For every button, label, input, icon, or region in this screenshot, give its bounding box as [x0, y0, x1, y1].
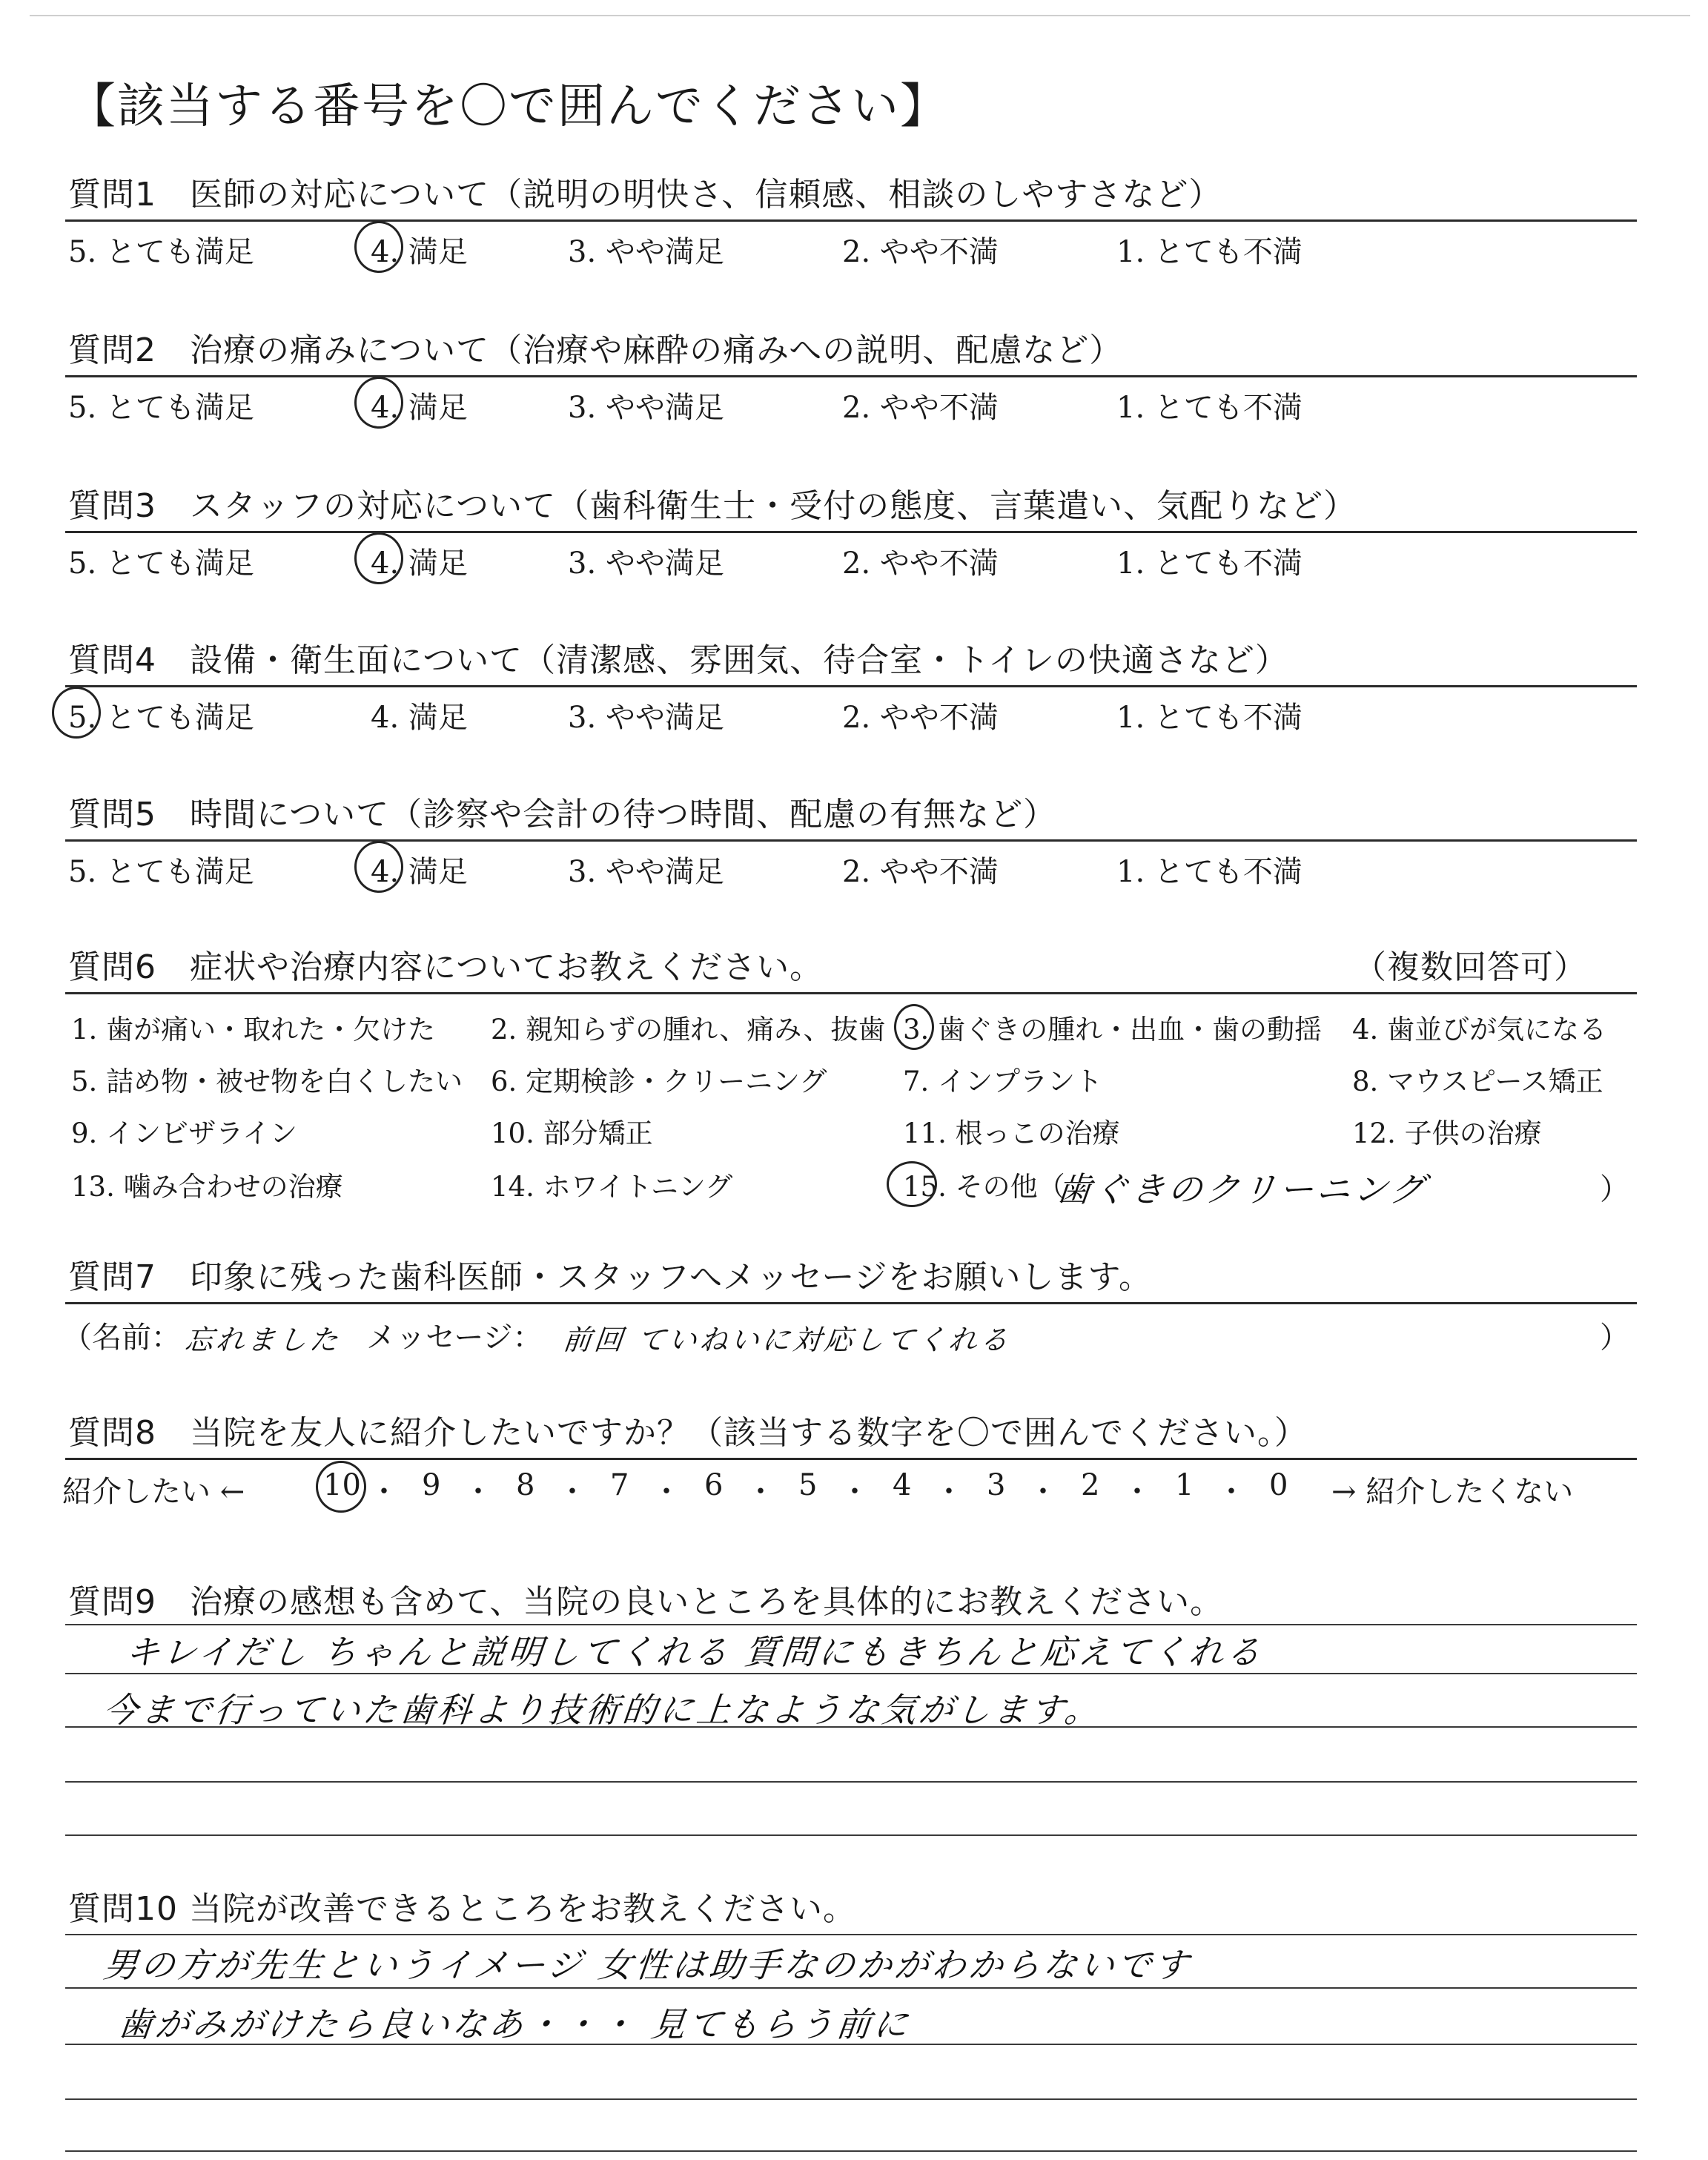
q9-line-4: [65, 1781, 1637, 1783]
q8-scale-8[interactable]: 8: [516, 1468, 535, 1502]
q4-title: 質問4 設備・衛生面について（清潔感、雰囲気、待合室・トイレの快適さなど）: [68, 641, 1288, 679]
q8-scale-separator: ・: [1028, 1475, 1058, 1509]
q3-option-5[interactable]: 5. とても満足: [68, 546, 254, 581]
q4-option-1[interactable]: 1. とても不満: [1116, 701, 1302, 735]
q4-option-3[interactable]: 3. やや満足: [568, 701, 724, 735]
q8-scale-6[interactable]: 6: [704, 1468, 724, 1502]
q5-option-4[interactable]: 4. 満足: [371, 855, 468, 889]
q2-option-5[interactable]: 5. とても満足: [68, 391, 254, 425]
q6-other-handwritten: 歯ぐきのクリーニング: [1054, 1169, 1429, 1209]
q8-scale-separator: ・: [934, 1475, 964, 1509]
q6-option-12[interactable]: 12. 子供の治療: [1352, 1117, 1542, 1149]
q3-selected-circle: [354, 532, 403, 584]
q8-scale-separator: ・: [557, 1475, 587, 1509]
q9-answer-line-2: 今まで行っていた歯科より技術的に上なような気がします。: [101, 1690, 1104, 1730]
q2-option-4[interactable]: 4. 満足: [371, 391, 468, 425]
q3-option-4[interactable]: 4. 満足: [371, 546, 468, 581]
q2-option-1[interactable]: 1. とても不満: [1116, 391, 1302, 425]
q4-selected-circle: [52, 687, 101, 739]
q1-option-5[interactable]: 5. とても満足: [68, 235, 254, 269]
q7-close: ）: [1600, 1321, 1629, 1355]
q2-rule: [65, 375, 1637, 377]
q8-scale-separator: ・: [463, 1475, 493, 1509]
q10-line-1: [65, 1934, 1637, 1935]
q8-scale-separator: ・: [1217, 1475, 1246, 1509]
q7-message-label: メッセージ：: [366, 1321, 543, 1355]
q8-scale-3[interactable]: 3: [987, 1468, 1006, 1502]
survey-instruction-header: 【該当する番号を〇で囲んでください】: [68, 79, 949, 134]
q8-scale-1[interactable]: 1: [1175, 1468, 1194, 1502]
q8-scale-9[interactable]: 9: [422, 1468, 441, 1502]
q8-scale-separator: ・: [746, 1475, 775, 1509]
q8-scale-5[interactable]: 5: [798, 1468, 818, 1502]
q6-other-close: ）: [1600, 1172, 1629, 1206]
q1-option-3[interactable]: 3. やや満足: [568, 235, 724, 269]
q6-option-11[interactable]: 11. 根っこの治療: [903, 1117, 1120, 1149]
q6-option-13[interactable]: 13. 噛み合わせの治療: [71, 1171, 343, 1203]
q6-option-15[interactable]: 15. その他（: [903, 1171, 1065, 1203]
q6-option-1[interactable]: 1. 歯が痛い・取れた・欠けた: [71, 1014, 436, 1046]
q5-option-2[interactable]: 2. やや不満: [842, 855, 999, 889]
q7-rule: [65, 1302, 1637, 1304]
q8-rule: [65, 1458, 1637, 1460]
q8-left-label: 紹介したい ←: [62, 1475, 245, 1509]
q5-option-5[interactable]: 5. とても満足: [68, 855, 254, 889]
q8-scale-7[interactable]: 7: [610, 1468, 629, 1502]
q6-option-10[interactable]: 10. 部分矯正: [491, 1117, 653, 1149]
q8-scale-0[interactable]: 0: [1269, 1468, 1288, 1502]
q8-scale-10[interactable]: 10: [323, 1468, 361, 1502]
q7-name-label: （名前：: [62, 1321, 181, 1355]
q8-scale-separator: ・: [840, 1475, 870, 1509]
q2-option-3[interactable]: 3. やや満足: [568, 391, 724, 425]
q6-option-7[interactable]: 7. インプラント: [903, 1066, 1103, 1097]
q6-option-3[interactable]: 3. 歯ぐきの腫れ・出血・歯の動揺: [903, 1014, 1323, 1046]
q3-rule: [65, 531, 1637, 533]
q8-selected-circle-10: [316, 1461, 366, 1513]
q9-title: 質問9 治療の感想も含めて、当院の良いところを具体的にお教えください。: [68, 1583, 1224, 1621]
q10-title: 質問10 当院が改善できるところをお教えください。: [68, 1890, 856, 1928]
q5-selected-circle: [354, 841, 403, 893]
q1-option-4[interactable]: 4. 満足: [371, 235, 468, 269]
q10-line-5: [65, 2150, 1637, 2152]
q6-rule: [65, 992, 1637, 994]
q6-option-8[interactable]: 8. マウスピース矯正: [1352, 1066, 1603, 1097]
q5-rule: [65, 839, 1637, 842]
q5-option-1[interactable]: 1. とても不満: [1116, 855, 1302, 889]
q8-title: 質問8 当院を友人に紹介したいですか？（該当する数字を〇で囲んでください。）: [68, 1414, 1308, 1452]
q8-scale-2[interactable]: 2: [1081, 1468, 1100, 1502]
q3-title: 質問3 スタッフの対応について（歯科衛生士・受付の態度、言葉遣い、気配りなど）: [68, 487, 1357, 525]
q6-option-9[interactable]: 9. インビザライン: [71, 1117, 297, 1149]
q3-option-2[interactable]: 2. やや不満: [842, 546, 999, 581]
q8-scale-separator: ・: [652, 1475, 681, 1509]
q6-option-5[interactable]: 5. 詰め物・被せ物を白くしたい: [71, 1066, 463, 1097]
q7-name-handwritten: 忘れました: [183, 1324, 342, 1356]
q10-answer-line-2: 歯がみがけたら良いなあ・・・ 見てもらう前に: [116, 2004, 913, 2044]
q4-option-5[interactable]: 5. とても満足: [68, 701, 254, 735]
q9-line-5: [65, 1834, 1637, 1836]
q6-option-6[interactable]: 6. 定期検診・クリーニング: [491, 1066, 827, 1097]
q2-selected-circle: [354, 377, 403, 429]
q6-option-4[interactable]: 4. 歯並びが気になる: [1352, 1014, 1607, 1046]
q6-selected-circle-3: [894, 1004, 934, 1050]
q8-scale-4[interactable]: 4: [893, 1468, 912, 1502]
q6-option-2[interactable]: 2. 親知らずの腫れ、痛み、抜歯: [491, 1014, 886, 1046]
q3-option-3[interactable]: 3. やや満足: [568, 546, 724, 581]
q10-line-2: [65, 1987, 1637, 1989]
q10-line-4: [65, 2098, 1637, 2100]
q7-message-handwritten: 前回 ていねいに対応してくれる: [561, 1324, 1013, 1356]
q10-answer-line-1: 男の方が先生というイメージ 女性は助手なのかがわからないです: [101, 1945, 1194, 1985]
q4-rule: [65, 685, 1637, 687]
q1-selected-circle: [354, 221, 403, 273]
q6-option-14[interactable]: 14. ホワイトニング: [491, 1171, 733, 1203]
scan-top-edge: [30, 15, 1690, 16]
q8-scale-separator: ・: [1122, 1475, 1152, 1509]
q2-option-2[interactable]: 2. やや不満: [842, 391, 999, 425]
q6-multiple-note: （複数回答可）: [1354, 948, 1587, 986]
q4-option-4[interactable]: 4. 満足: [371, 701, 468, 735]
q4-option-2[interactable]: 2. やや不満: [842, 701, 999, 735]
q9-answer-line-1: キレイだし ちゃんと説明してくれる 質問にもきちんと応えてくれる: [123, 1632, 1266, 1672]
q1-title: 質問1 医師の対応について（説明の明快さ、信頼感、相談のしやすさなど）: [68, 176, 1222, 214]
q6-title: 質問6 症状や治療内容についてお教えください。: [68, 948, 824, 986]
q1-option-1[interactable]: 1. とても不満: [1116, 235, 1302, 269]
q8-right-label: → 紹介したくない: [1331, 1475, 1574, 1509]
q8-scale-separator: ・: [369, 1475, 399, 1509]
q6-selected-circle-15: [887, 1161, 937, 1207]
q3-option-1[interactable]: 1. とても不満: [1116, 546, 1302, 581]
q1-option-2[interactable]: 2. やや不満: [842, 235, 999, 269]
q7-title: 質問7 印象に残った歯科医師・スタッフへメッセージをお願いします。: [68, 1258, 1152, 1296]
q1-rule: [65, 219, 1637, 222]
q5-option-3[interactable]: 3. やや満足: [568, 855, 724, 889]
q2-title: 質問2 治療の痛みについて（治療や麻酔の痛みへの説明、配慮など）: [68, 331, 1123, 369]
q5-title: 質問5 時間について（診察や会計の待つ時間、配慮の有無など）: [68, 796, 1057, 833]
